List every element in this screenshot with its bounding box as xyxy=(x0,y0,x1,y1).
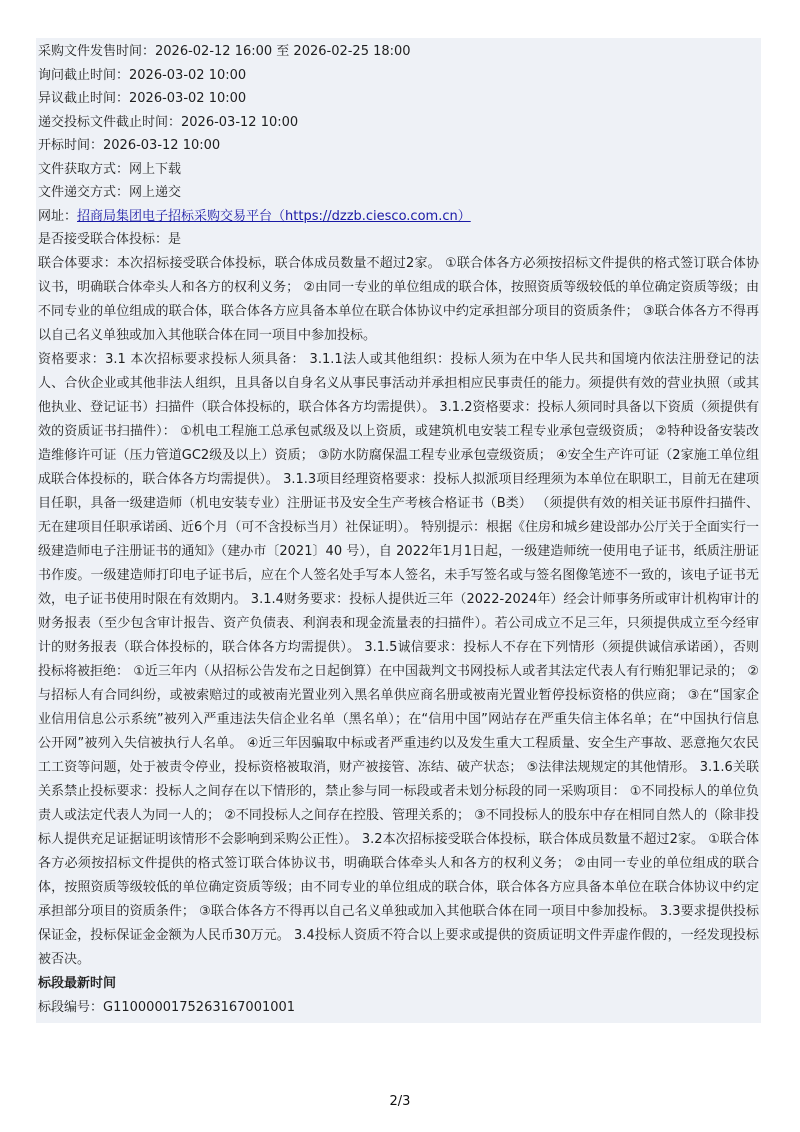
inquiry-deadline-row: 询问截止时间：2026-03-02 10:00 xyxy=(38,67,247,83)
file-submit-row: 文件递交方式：网上递交 xyxy=(38,185,182,200)
section-heading: 标段最新时间 xyxy=(38,975,117,991)
platform-link[interactable]: 招商局集团电子招标采购交易平台（https://dzzb.ciesco.com.cn） xyxy=(77,208,471,224)
joint-requirement-text: 联合体要求：本次招标接受联合体投标，联合体成员数量不超过2家。 ①联合体各方必须按招标文件提供的格式签订联合体协议书，明确联合体牵头人和各方的权利义务； ②由同一专业的单位组成的联合体，按照资质等级较低的单位确定资质等级；由不同专业的单位组成的联合体，联合体各方应具备本单位在联合体协议中约定承担部分项目的资质条件； ③联合体各方不得再以自己名义单独或加入其他联合体在同一项目中参加投标。 xyxy=(38,255,759,343)
sale-time-row: 采购文件发售时间：2026-02-12 16:00 至 2026-02-25 18:00 xyxy=(38,44,411,59)
website-row: 网址：招商局集团电子招标采购交易平台（https://dzzb.ciesco.com.cn） xyxy=(38,208,471,224)
document-body xyxy=(36,38,761,1023)
qualification-text: 资格要求：3.1 本次招标要求投标人须具备： 3.1.1法人或其他组织：投标人须为在中华人民共和国境内依法注册登记的法人、合伙企业或其他非法人组织，且具备以自身名义从事民事活动并承担相应民事责任的能力。须提供有效的营业执照（或其他执业、登记证书）扫描件（联合体投标的，联合体各方均需提供）。 3.1.2资格要求：投标人须同时具备以下资质（须提供有效的资质证书扫描件）： ①机电工程施工总承包贰级及以上资质，或建筑机电安装工程专业承包壹级资质； ②特种设备安装改造维修许可证（压力管道GC2级及以上）资质； ③防水防腐保温工程专业承包壹级资质； ④安全生产许可证（2家施工单位组成联合体投标的，联合体各方均需提供）。 3.1.3项目经理资格要求：投标人拟派项目经理须为本单位在职职工，目前无在建项目任职，具备一级建造师（机电安装专业）注册证书及安全生产考核合格证书（B类） （须提供有效的相关证书原件扫描件、无在建项目任职承诺函、近6个月（可不含投标当月）社保证明）。 特别提示：根据《住房和城乡建设部办公厅关于全面实行一级建造师电子注册证书的通知》（建办市〔2021〕40 号），自 2022年1月1日起，一级建造师统一使用电子证书，纸质注册证书作废。一级建造师打印电子证书后，应在个人签名处手写本人签名，未手写签名或与签名图像笔迹不一致的，该电子证书无效，电子证书使用时限在有效期内。 3.1.4财务要求：投标人提供近三年（2022-2024年）经会计师事务所或审计机构审计的财务报表（至少包含审计报告、资产负债表、利润表和现金流量表的扫描件）。若公司成立不足三年，只须提供成立至今经审计的财务报表（联合体投标的，联合体各方均需提供）。 3.1.5诚信要求：投标人不存在下列情形（须提供诚信承诺函），否则投标将被拒绝： ①近三年内（从招标公告发布之日起倒算）在中国裁判文书网投标人或者其法定代表人有行贿犯罪记录的； ②与招标人有合同纠纷，或被索赔过的或被南光置业列入黑名单供应商名册或被南光置业暂停投标资格的供应商； ③在“国家企业信用信息公示系统”被列入严重违法失信企业名单（黑名单）；在“信用中国”网站存在严重失信主体名单；在“中国执行信息公开网”被列入失信被执行人名单。 ④近三年因骗取中标或者严重违约以及发生重大工程质量、安全生产事故、恶意拖欠农民工工资等问题，处于被责令停业，投标资格被取消，财产被接管、冻结、破产状态； ⑤法律法规规定的其他情形。 3.1.6关联关系禁止投标要求：投标人之间存在以下情形的，禁止参与同一标段或者未划分标段的同一采购项目： ①不同投标人的单位负责人或法定代表人为同一人的； ②不同投标人之间存在控股、管理关系的； ③不同投标人的股东中存在相同自然人的（除非投标人提供充足证据证明该情形不会影响到采购公正性）。 3.2本次招标接受联合体投标，联合体成员数量不超过2家。 ①联合体各方必须按招标文件提供的格式签订联合体协议书，明确联合体牵头人和各方的权利义务； ②由同一专业的单位组成的联合体，按照资质等级较低的单位确定资质等级；由不同专业的单位组成的联合体，联合体各方应具备本单位在联合体协议中约定承担部分项目的资质条件； ③联合体各方不得再以自己名义单独或加入其他联合体在同一项目中参加投标。 3.3要求提供投标保证金，投标保证金金额为人民币30万元。 3.4投标人资质不符合以上要求或提供的资质证明文件弄虚作假的，一经发现投标被否决。 xyxy=(38,351,759,967)
submission-deadline-row: 递交投标文件截止时间：2026-03-12 10:00 xyxy=(38,114,299,130)
joint-bid-row: 是否接受联合体投标：是 xyxy=(38,232,182,247)
objection-deadline-row: 异议截止时间：2026-03-02 10:00 xyxy=(38,91,247,106)
file-obtain-row: 文件获取方式：网上下载 xyxy=(38,161,182,177)
page-number: 2/3 xyxy=(389,1094,411,1109)
section-number-row: 标段编号：G1100000175263167001001 xyxy=(38,999,296,1015)
opening-time-row: 开标时间：2026-03-12 10:00 xyxy=(38,138,221,153)
